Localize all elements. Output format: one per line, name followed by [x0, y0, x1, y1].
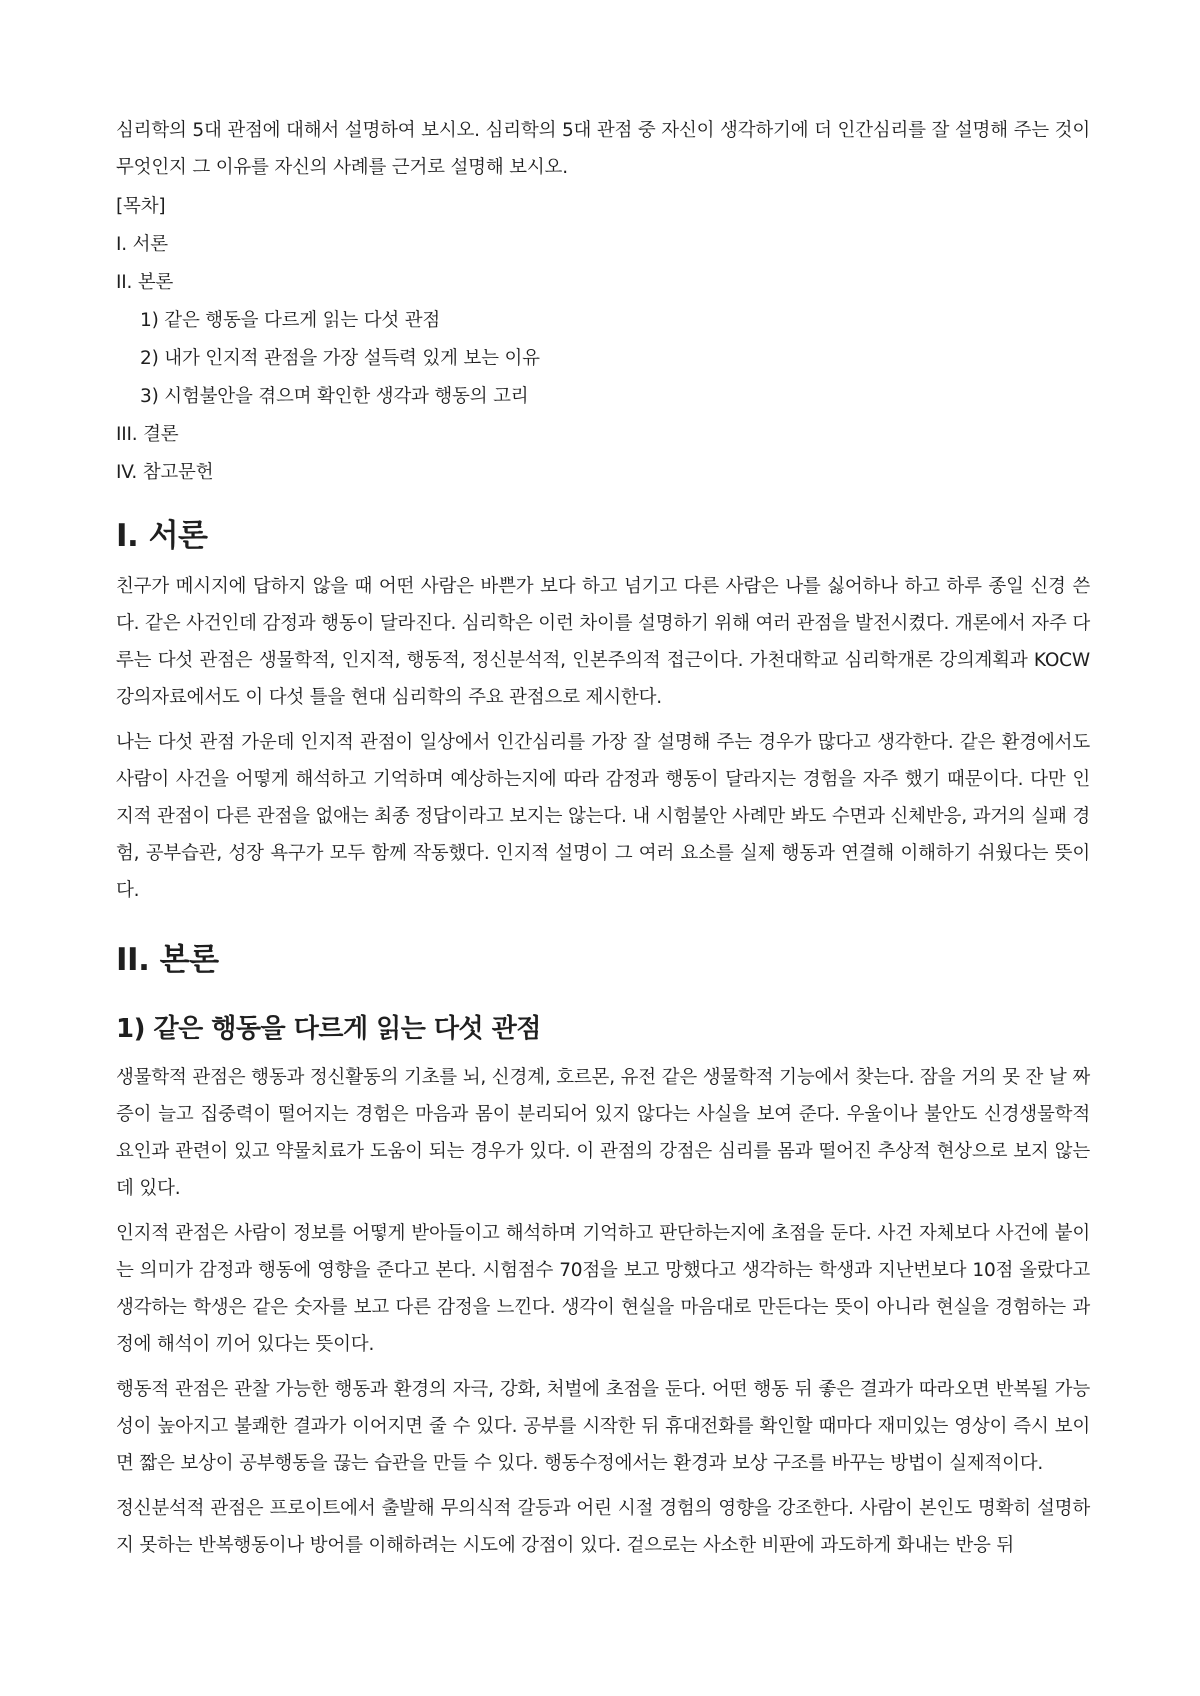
toc-subitem: 2) 내가 인지적 관점을 가장 설득력 있게 보는 이유: [140, 348, 540, 369]
body-paragraph: 인지적 관점은 사람이 정보를 어떻게 받아들이고 해석하며 기억하고 판단하는지에 초점을 둔다. 사건 자체보다 사건에 붙이는 의미가 감정과 행동에 영향을 준다고 본다. 시험점수 70점을 보고 망했다고 생각하는 학생과 지난번보다 10점 올랐다고 생각하는 학생은 같은 숫자를 보고 다른 감정을 느낀다. 생각이 현실을 마음대로 만든다는 뜻이 아니라 현실을 경험하는 과정에 해석이 끼어 있다는 뜻이다.: [116, 1223, 1090, 1355]
toc-item: IV. 참고문헌: [116, 462, 214, 483]
section-heading-introduction: I. 서론: [116, 518, 208, 554]
toc-item: I. 서론: [116, 234, 168, 255]
toc-item: III. 결론: [116, 424, 179, 445]
toc-subitem: 3) 시험불안을 겪으며 확인한 생각과 행동의 고리: [140, 386, 529, 407]
section-heading-main-body: II. 본론: [116, 942, 219, 978]
table-of-contents: [116, 194, 1090, 485]
subsection-heading: 1) 같은 행동을 다르게 읽는 다섯 관점: [116, 1014, 541, 1044]
assignment-prompt: 심리학의 5대 관점에 대해서 설명하여 보시오. 심리학의 5대 관점 중 자신이 생각하기에 더 인간심리를 잘 설명해 주는 것이 무엇인지 그 이유를 자신의 사례를 근거로 설명해 보시오.: [116, 120, 1090, 178]
toc-subitem: 1) 같은 행동을 다르게 읽는 다섯 관점: [140, 310, 441, 331]
body-paragraph: 친구가 메시지에 답하지 않을 때 어떤 사람은 바쁜가 보다 하고 넘기고 다른 사람은 나를 싫어하나 하고 하루 종일 신경 쓴다. 같은 사건인데 감정과 행동이 달라진다. 심리학은 이런 차이를 설명하기 위해 여러 관점을 발전시켰다. 개론에서 자주 다루는 다섯 관점은 생물학적, 인지적, 행동적, 정신분석적, 인본주의적 접근이다. 가천대학교 심리학개론 강의계획과 KOCW 강의자료에서도 이 다섯 틀을 현대 심리학의 주요 관점으로 제시한다.: [116, 576, 1090, 708]
toc-item: II. 본론: [116, 272, 174, 293]
toc-title: [목차]: [116, 196, 166, 217]
body-paragraph: 나는 다섯 관점 가운데 인지적 관점이 일상에서 인간심리를 가장 잘 설명해 주는 경우가 많다고 생각한다. 같은 환경에서도 사람이 사건을 어떻게 해석하고 기억하며 예상하는지에 따라 감정과 행동이 달라지는 경험을 자주 했기 때문이다. 다만 인지적 관점이 다른 관점을 없애는 최종 정답이라고 보지는 않는다. 내 시험불안 사례만 봐도 수면과 신체반응, 과거의 실패 경험, 공부습관, 성장 욕구가 모두 함께 작동했다. 인지적 설명이 그 여러 요소를 실제 행동과 연결해 이해하기 쉬웠다는 뜻이다.: [116, 732, 1090, 901]
body-paragraph: 행동적 관점은 관찰 가능한 행동과 환경의 자극, 강화, 처벌에 초점을 둔다. 어떤 행동 뒤 좋은 결과가 따라오면 반복될 가능성이 높아지고 불쾌한 결과가 이어지면 줄 수 있다. 공부를 시작한 뒤 휴대전화를 확인할 때마다 재미있는 영상이 즉시 보이면 짧은 보상이 공부행동을 끊는 습관을 만들 수 있다. 행동수정에서는 환경과 보상 구조를 바꾸는 방법이 실제적이다.: [116, 1379, 1090, 1474]
body-paragraph: 정신분석적 관점은 프로이트에서 출발해 무의식적 갈등과 어린 시절 경험의 영향을 강조한다. 사람이 본인도 명확히 설명하지 못하는 반복행동이나 방어를 이해하려는 시도에 강점이 있다. 겉으로는 사소한 비판에 과도하게 화내는 반응 뒤: [116, 1498, 1090, 1556]
body-paragraph: 생물학적 관점은 행동과 정신활동의 기초를 뇌, 신경계, 호르몬, 유전 같은 생물학적 기능에서 찾는다. 잠을 거의 못 잔 날 짜증이 늘고 집중력이 떨어지는 경험은 마음과 몸이 분리되어 있지 않다는 사실을 보여 준다. 우울이나 불안도 신경생물학적 요인과 관련이 있고 약물치료가 도움이 되는 경우가 있다. 이 관점의 강점은 심리를 몸과 떨어진 추상적 현상으로 보지 않는 데 있다.: [116, 1067, 1090, 1199]
